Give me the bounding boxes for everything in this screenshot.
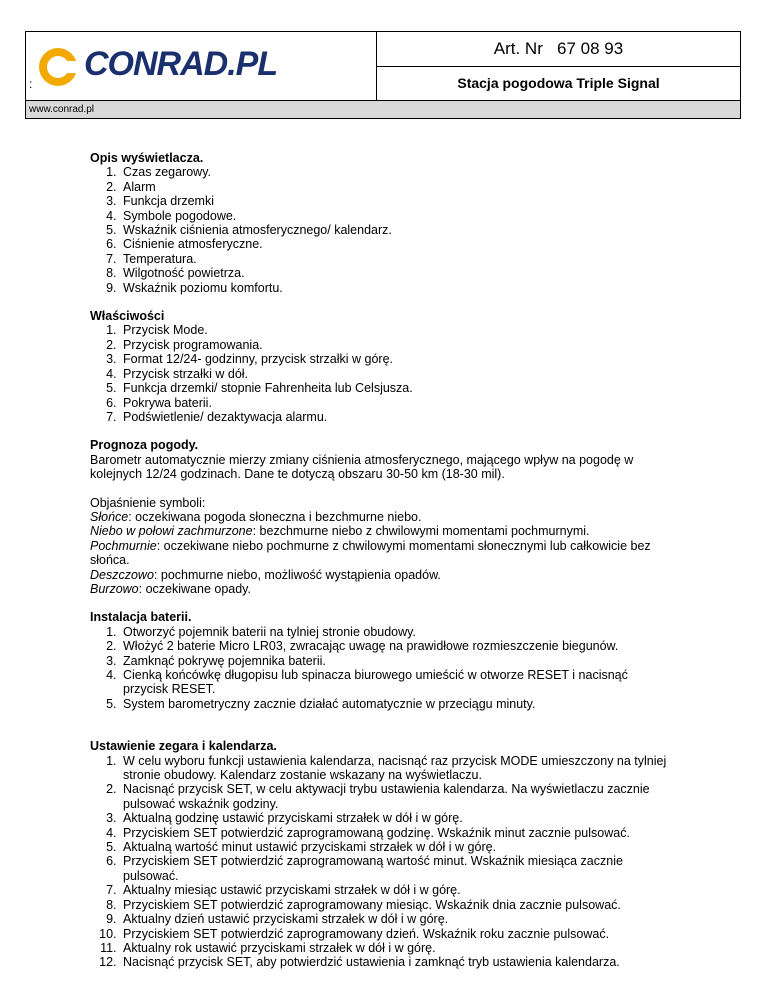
list-item: 6. Ciśnienie atmosferyczne. [120,237,670,251]
list-item: 4. Cienką końcówkę długopisu lub spinacza biurowego umieścić w otworze RESET i nacisnąć przycisk RESET. [120,668,670,697]
list-item: 6. Pokrywa baterii. [120,396,670,410]
list-item: 2. Alarm [120,180,670,194]
list-item: 7. Temperatura. [120,252,670,266]
list-item: 3. Zamknąć pokrywę pojemnika baterii. [120,654,670,668]
display-list [90,165,670,295]
list-item: 5. Aktualną wartość minut ustawić przyciskami strzałek w dół i w górę. [120,840,670,854]
list-item: 4. Przyciskiem SET potwierdzić zaprogramowaną godzinę. Wskaźnik minut zacznie pulsować. [120,826,670,840]
battery-heading: Instalacja baterii. [90,610,192,625]
list-item: 11. Aktualny rok ustawić przyciskami strzałek w dół i w górę. [120,941,670,955]
symbol-term: Pochmurnie [90,538,157,553]
list-item: 3. Aktualną godzinę ustawić przyciskami strzałek w dół i w górę. [120,811,670,825]
list-item: 9. Aktualny dzień ustawić przyciskami strzałek w dół i w górę. [120,912,670,926]
battery-list [90,625,670,711]
logo-text: CONRAD.PL [84,45,278,83]
symbols-list [90,510,670,596]
symbol-description: : oczekiwane opady. [138,581,251,596]
list-item: 5. Funkcja drzemki/ stopnie Fahrenheita lub Celsjusza. [120,381,670,395]
list-item: 5. System barometryczny zacznie działać automatycznie w przeciągu minuty. [120,697,670,711]
list-item: 2. Nacisnąć przycisk SET, w celu aktywacji trybu ustawienia kalendarza. Na wyświetlaczu zacznie pulsować wskaźnik godziny. [120,782,670,811]
clock-heading: Ustawienie zegara i kalendarza. [90,739,277,754]
symbol-term: Niebo w połowi zachmurzone [90,524,253,539]
symbol-description: : oczekiwane niebo pochmurne z chwilowymi momentami słonecznymi lub całkowicie bez słońca. [90,538,651,568]
list-item: 1. W celu wyboru funkcji ustawienia kalendarza, nacisnąć raz przycisk MODE umieszczony na tylniej stronie obudowy. Kalendarz zostanie wskazany na wyświetlaczu. [120,754,670,783]
list-item: 2. Włożyć 2 baterie Micro LR03, zwracając uwagę na prawidłowe rozmieszczenie biegunów. [120,639,670,653]
features-list [90,323,670,424]
list-item: 6. Przyciskiem SET potwierdzić zaprogramowaną wartość minut. Wskaźnik miesiąca zacznie pulsować. [120,854,670,883]
header-info [377,32,740,100]
document-header [25,31,741,101]
list-item: 3. Format 12/24- godzinny, przycisk strzałki w górę. [120,352,670,366]
forecast-heading: Prognoza pogody. [90,438,199,453]
list-item: 8. Wilgotność powietrza. [120,266,670,280]
list-item: 9. Wskaźnik poziomu komfortu. [120,281,670,295]
symbol-entry [90,510,670,524]
symbol-description: : oczekiwana pogoda słoneczna i bezchmurne niebo. [128,509,422,524]
document-body [90,151,670,970]
symbol-description: : pochmurne niebo, możliwość wystąpienia opadów. [153,567,441,582]
list-item: 1. Przycisk Mode. [120,323,670,337]
symbol-term: Deszczowo [90,567,154,582]
symbol-term: Słońce [90,509,129,524]
list-item: 8. Przyciskiem SET potwierdzić zaprogramowany miesiąc. Wskaźnik dnia zacznie pulsować. [120,898,670,912]
list-item: 7. Aktualny miesiąc ustawić przyciskami strzałek w dół i w górę. [120,883,670,897]
symbol-entry [90,539,670,568]
symbol-entry [90,524,670,538]
forecast-text: Barometr automatycznie mierzy zmiany ciśnienia atmosferycznego, mającego wpływ na pogodę w kolejnych 12/24 godzinach. Dane te dotyczą obszaru 30-50 km (18-30 mil). [90,452,634,482]
symbol-description: : bezchmurne niebo z chwilowymi momentami pochmurnymi. [252,524,590,539]
list-item: 1. Czas zegarowy. [120,165,670,179]
list-item: 2. Przycisk programowania. [120,338,670,352]
website-url: www.conrad.pl [25,101,741,119]
logo-area [26,32,377,100]
clock-list [90,754,670,970]
symbol-entry [90,582,670,596]
list-item: 1. Otworzyć pojemnik baterii na tylniej stronie obudowy. [120,625,670,639]
display-heading: Opis wyświetlacza. [90,151,204,165]
features-heading: Właściwości [90,309,165,324]
symbols-intro: Objaśnienie symboli: [90,495,206,510]
logo-colon: : [29,77,33,91]
symbol-term: Burzowo [90,581,139,596]
list-item: 5. Wskaźnik ciśnienia atmosferycznego/ kalendarz. [120,223,670,237]
list-item: 4. Symbole pogodowe. [120,209,670,223]
list-item: 10. Przyciskiem SET potwierdzić zaprogramowany dzień. Wskaźnik roku zacznie pulsować. [120,927,670,941]
list-item: 3. Funkcja drzemki [120,194,670,208]
list-item: 7. Podświetlenie/ dezaktywacja alarmu. [120,410,670,424]
article-number: Art. Nr 67 08 93 [377,32,740,67]
product-title: Stacja pogodowa Triple Signal [457,75,660,91]
list-item: 12. Nacisnąć przycisk SET, aby potwierdzić ustawienia i zamknąć tryb ustawienia kalendarza. [120,955,670,969]
list-item: 4. Przycisk strzałki w dół. [120,367,670,381]
symbol-entry [90,568,670,582]
